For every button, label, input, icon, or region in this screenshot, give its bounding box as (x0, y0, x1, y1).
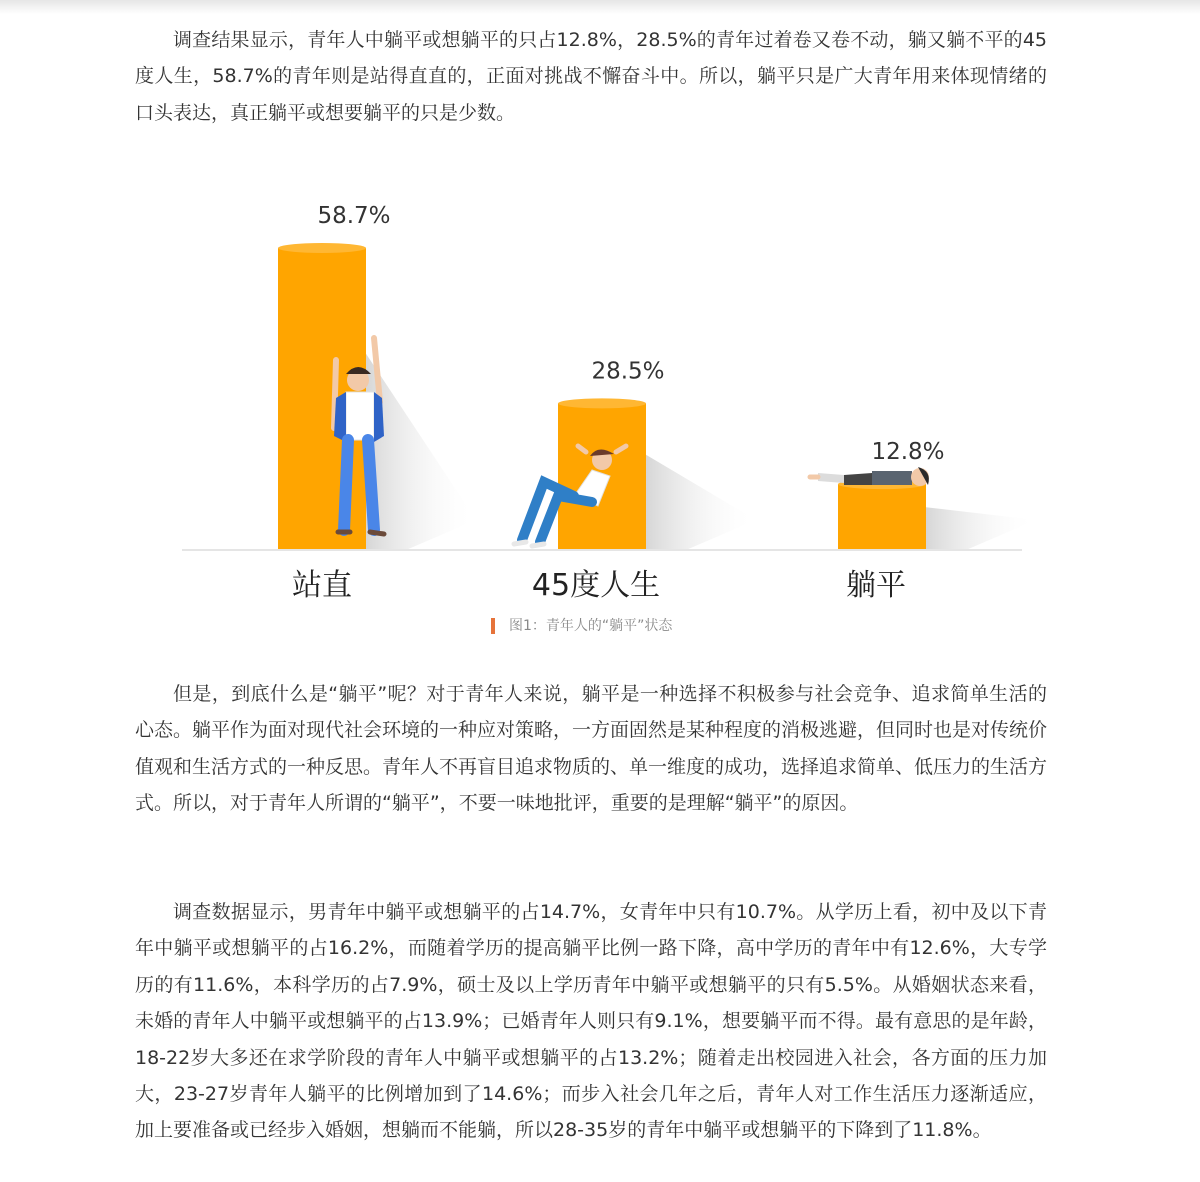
caption-text: 图1：青年人的“躺平”状态 (509, 618, 673, 634)
paragraph-2: 但是，到底什么是“躺平”呢？对于青年人来说，躺平是一种选择不积极参与社会竞争、追求简单生活的心态。躺平作为面对现代社会环境的一种应对策略，一方面固然是某种程度的消极逃避，但同时也是对传统价值观和生活方式的一种反思。青年人不再盲目追求物质的、单一维度的成功，选择追求简单、低压力的生活方式。所以，对于青年人所谓的“躺平”，不要一味地批评，重要的是理解“躺平”的原因。 (135, 683, 1048, 815)
bar-3 (838, 484, 926, 550)
bar-shadow (646, 455, 756, 550)
paragraph-3: 调查数据显示，男青年中躺平或想躺平的占14.7%，女青年中只有10.7%。从学历上看，初中及以下青年中躺平或想躺平的占16.2%，而随着学历的提高躺平比例一路下降，高中学历的青年中有12.6%，大专学历的有11.6%，本科学历的占7.9%，硕士及以上学历青年中躺平或想躺平的只有5.5%。从婚姻状态来看，未婚的青年人中躺平或想躺平的占13.9%；已婚青年人则只有9.1%，想要躺平而不得。最有意思的是年龄，18-22岁大多还在求学阶段的青年人中躺平或想躺平的占13.2%；随着走出校园进入社会，各方面的压力加大，23-27岁青年人躺平的比例增加到了14.6%；而步入社会几年之后，青年人对工作生活压力逐渐适应，加上要准备或已经步入婚姻，想躺而不能躺，所以28-35岁的青年中躺平或想躺平的下降到了11.8%。 (135, 901, 1047, 1142)
bar-shadow (926, 507, 1036, 550)
category-label-2: 45度人生 (531, 568, 661, 603)
bar-top-2 (558, 398, 646, 408)
category-label-3: 躺平 (846, 568, 906, 603)
top-shadow (0, 0, 1200, 14)
value-label-3: 12.8% (871, 439, 945, 466)
caption-marker-icon (491, 618, 495, 634)
bar-shadow (366, 354, 476, 550)
paragraph-1: 调查结果显示，青年人中躺平或想躺平的只占12.8%，28.5%的青年过着卷又卷不动，躺又躺不平的45度人生，58.7%的青年则是站得直直的，正面对挑战不懈奋斗中。所以，躺平只是广大青年用来体现情绪的口头表达，真正躺平或想要躺平的只是少数。 (135, 29, 1047, 124)
lying-person-icon (810, 467, 929, 486)
value-label-2: 28.5% (591, 358, 665, 385)
category-label-1: 站直 (292, 568, 352, 603)
value-label-1: 58.7% (317, 203, 391, 229)
chart-canvas (150, 170, 1050, 610)
bar-top-1 (278, 243, 366, 253)
figure-caption (491, 615, 672, 637)
bar-chart (150, 170, 1050, 650)
